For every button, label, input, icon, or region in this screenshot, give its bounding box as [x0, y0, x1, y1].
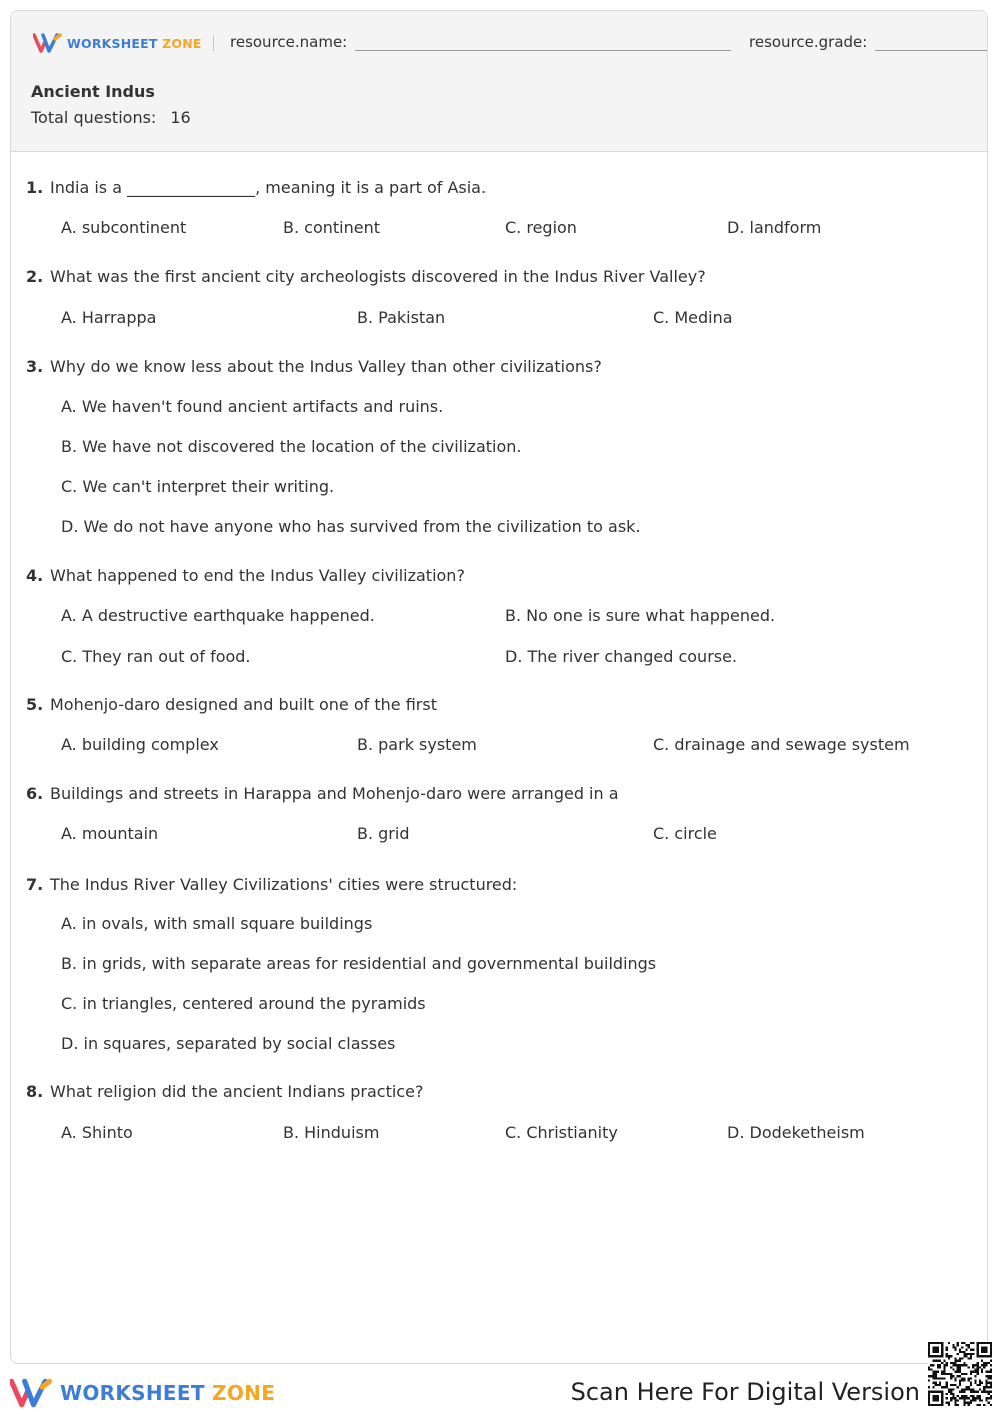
- question-6: [26, 784, 619, 803]
- scan-prompt: Scan Here For Digital Version: [570, 1378, 920, 1406]
- answer-option[interactable]: B. park system: [357, 735, 477, 754]
- question-number: 6.: [26, 784, 44, 803]
- question-text: Mohenjo-daro designed and built one of the first: [50, 695, 437, 714]
- answer-option[interactable]: A. building complex: [61, 735, 219, 754]
- brand-logo: [33, 33, 202, 53]
- answer-option[interactable]: A. Harrappa: [61, 308, 157, 327]
- answer-option[interactable]: B. grid: [357, 824, 410, 843]
- question-2: [26, 267, 706, 286]
- qr-code-icon[interactable]: [928, 1342, 992, 1406]
- question-7: [26, 875, 517, 894]
- question-number: 5.: [26, 695, 44, 714]
- worksheet-header: [11, 11, 987, 152]
- question-text: Buildings and streets in Harappa and Mohenjo-daro were arranged in a: [50, 784, 619, 803]
- question-number: 7.: [26, 875, 44, 894]
- answer-option[interactable]: C. circle: [653, 824, 717, 843]
- answer-option[interactable]: C. Christianity: [505, 1123, 618, 1142]
- question-3: [26, 357, 602, 376]
- worksheet-page: [10, 10, 988, 1364]
- resource-grade-field: [749, 33, 988, 51]
- answer-option[interactable]: C. They ran out of food.: [61, 647, 251, 666]
- question-text: The Indus River Valley Civilizations' cities were structured:: [50, 875, 518, 894]
- answer-option[interactable]: A. mountain: [61, 824, 159, 843]
- answer-option[interactable]: C. Medina: [653, 308, 733, 327]
- question-text: What was the first ancient city archeologists discovered in the Indus River Valley?: [50, 267, 706, 286]
- answer-option[interactable]: B. Hinduism: [283, 1123, 380, 1142]
- footer-brand-logo: [10, 1378, 275, 1408]
- answer-option[interactable]: A. subcontinent: [61, 218, 187, 237]
- answer-option[interactable]: B. We have not discovered the location of the civilization.: [61, 437, 522, 456]
- answer-option[interactable]: D. The river changed course.: [505, 647, 738, 666]
- answer-option[interactable]: A. in ovals, with small square buildings: [61, 914, 373, 933]
- answer-option[interactable]: B. continent: [283, 218, 380, 237]
- answer-option[interactable]: D. in squares, separated by social classes: [61, 1034, 396, 1053]
- question-number: 2.: [26, 267, 44, 286]
- answer-option[interactable]: A. A destructive earthquake happened.: [61, 606, 375, 625]
- question-number: 3.: [26, 357, 44, 376]
- resource-name-blank: [355, 34, 731, 51]
- answer-option[interactable]: C. in triangles, centered around the pyramids: [61, 994, 426, 1013]
- question-text: What happened to end the Indus Valley civilization?: [50, 566, 465, 585]
- answer-option[interactable]: C. drainage and sewage system: [653, 735, 910, 754]
- question-text: Why do we know less about the Indus Valley than other civilizations?: [50, 357, 602, 376]
- answer-option[interactable]: A. We haven't found ancient artifacts and ruins.: [61, 397, 444, 416]
- question-text: India is a ________________, meaning it is a part of Asia.: [50, 178, 487, 197]
- worksheetzone-logo-icon: [33, 33, 63, 53]
- header-divider: [213, 35, 214, 51]
- total-questions-count: 16: [170, 108, 191, 127]
- answer-option[interactable]: D. We do not have anyone who has survived from the civilization to ask.: [61, 517, 641, 536]
- footer-brand-name: WORKSHEET ZONE: [60, 1381, 276, 1405]
- answer-option[interactable]: D. Dodeketheism: [727, 1123, 865, 1142]
- answer-option[interactable]: B. Pakistan: [357, 308, 446, 327]
- question-number: 8.: [26, 1082, 44, 1101]
- brand-name: WORKSHEET ZONE: [67, 35, 202, 51]
- total-questions: [31, 108, 191, 127]
- total-questions-label: Total questions:: [31, 108, 157, 127]
- worksheet-title: Ancient Indus: [31, 82, 155, 101]
- question-4: [26, 566, 465, 585]
- answer-option[interactable]: B. No one is sure what happened.: [505, 606, 776, 625]
- resource-grade-label: resource.grade:: [749, 33, 868, 51]
- question-number: 4.: [26, 566, 44, 585]
- answer-option[interactable]: C. We can't interpret their writing.: [61, 477, 335, 496]
- resource-name-field: [230, 33, 731, 51]
- resource-name-label: resource.name:: [230, 33, 348, 51]
- question-number: 1.: [26, 178, 44, 197]
- question-5: [26, 695, 437, 714]
- answer-option[interactable]: C. region: [505, 218, 577, 237]
- question-8: [26, 1082, 423, 1101]
- answer-option[interactable]: D. landform: [727, 218, 822, 237]
- answer-option[interactable]: A. Shinto: [61, 1123, 133, 1142]
- worksheetzone-footer-logo-icon: [10, 1378, 54, 1408]
- resource-grade-blank: [875, 34, 988, 51]
- question-1: [26, 178, 486, 197]
- answer-option[interactable]: B. in grids, with separate areas for residential and governmental buildings: [61, 954, 657, 973]
- question-text: What religion did the ancient Indians practice?: [50, 1082, 424, 1101]
